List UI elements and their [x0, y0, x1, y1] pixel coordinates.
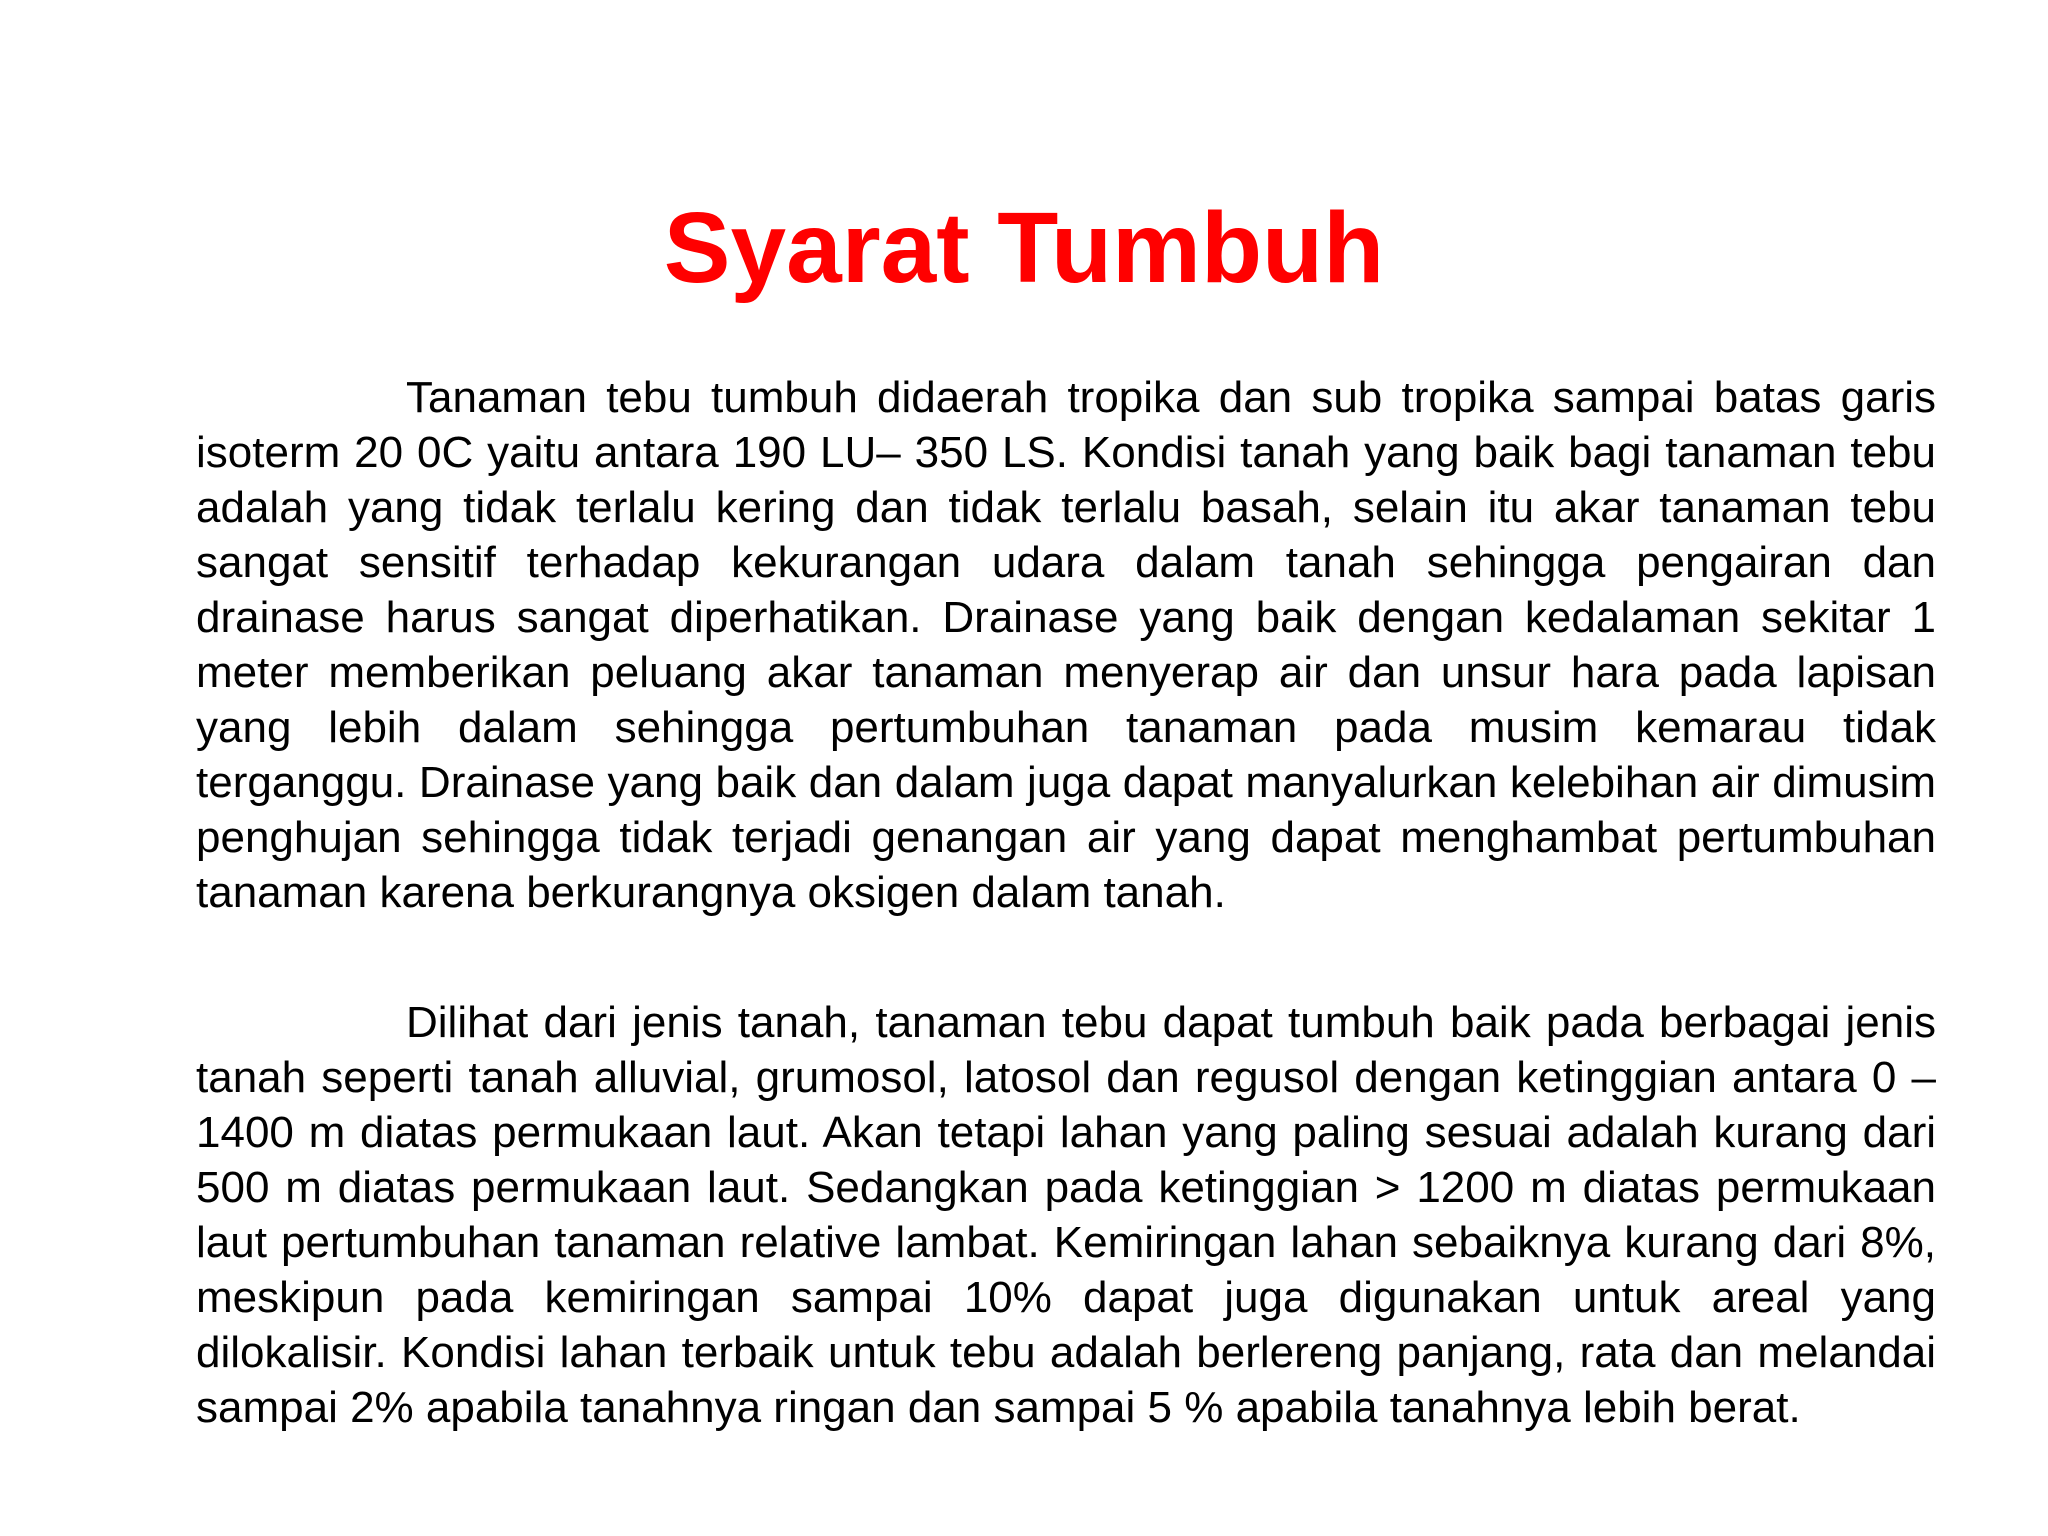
paragraph-2 [196, 995, 1936, 1435]
paragraph-1-text: Tanaman tebu tumbuh didaerah tropika dan sub tropika sampai batas garis isoterm 20 0C yaitu antara 190 LU– 350 LS. Kondisi tanah yang baik bagi tanaman tebu adalah yang tidak terlalu kering dan tidak terlalu basah, selain itu akar tanaman tebu sangat sensitif terhadap kekurangan udara dalam tanah sehingga pengairan dan drainase harus sangat diperhatikan. Drainase yang baik dengan kedalaman sekitar 1 meter memberikan peluang akar tanaman menyerap air dan unsur hara pada lapisan yang lebih dalam sehingga pertumbuhan tanaman pada musim kemarau tidak terganggu. Drainase yang baik dan dalam juga dapat manyalurkan kelebihan air dimusim penghujan sehingga tidak terjadi genangan air yang dapat menghambat pertumbuhan tanaman karena berkurangnya oksigen dalam tanah. [196, 373, 1936, 917]
paragraph-1 [196, 370, 1936, 920]
paragraph-2-text: Dilihat dari jenis tanah, tanaman tebu dapat tumbuh baik pada berbagai jenis tanah seperti tanah alluvial, grumosol, latosol dan regusol dengan ketinggian antara 0 – 1400 m diatas permukaan laut. Akan tetapi lahan yang paling sesuai adalah kurang dari 500 m diatas permukaan laut. Sedangkan pada ketinggian > 1200 m diatas permukaan laut pertumbuhan tanaman relative lambat. Kemiringan lahan sebaiknya kurang dari 8%, meskipun pada kemiringan sampai 10% dapat juga digunakan untuk areal yang dilokalisir. Kondisi lahan terbaik untuk tebu adalah berlereng panjang, rata dan melandai sampai 2% apabila tanahnya ringan dan sampai 5 % apabila tanahnya lebih berat. [196, 998, 1936, 1432]
slide-title: Syarat Tumbuh [663, 192, 1385, 304]
